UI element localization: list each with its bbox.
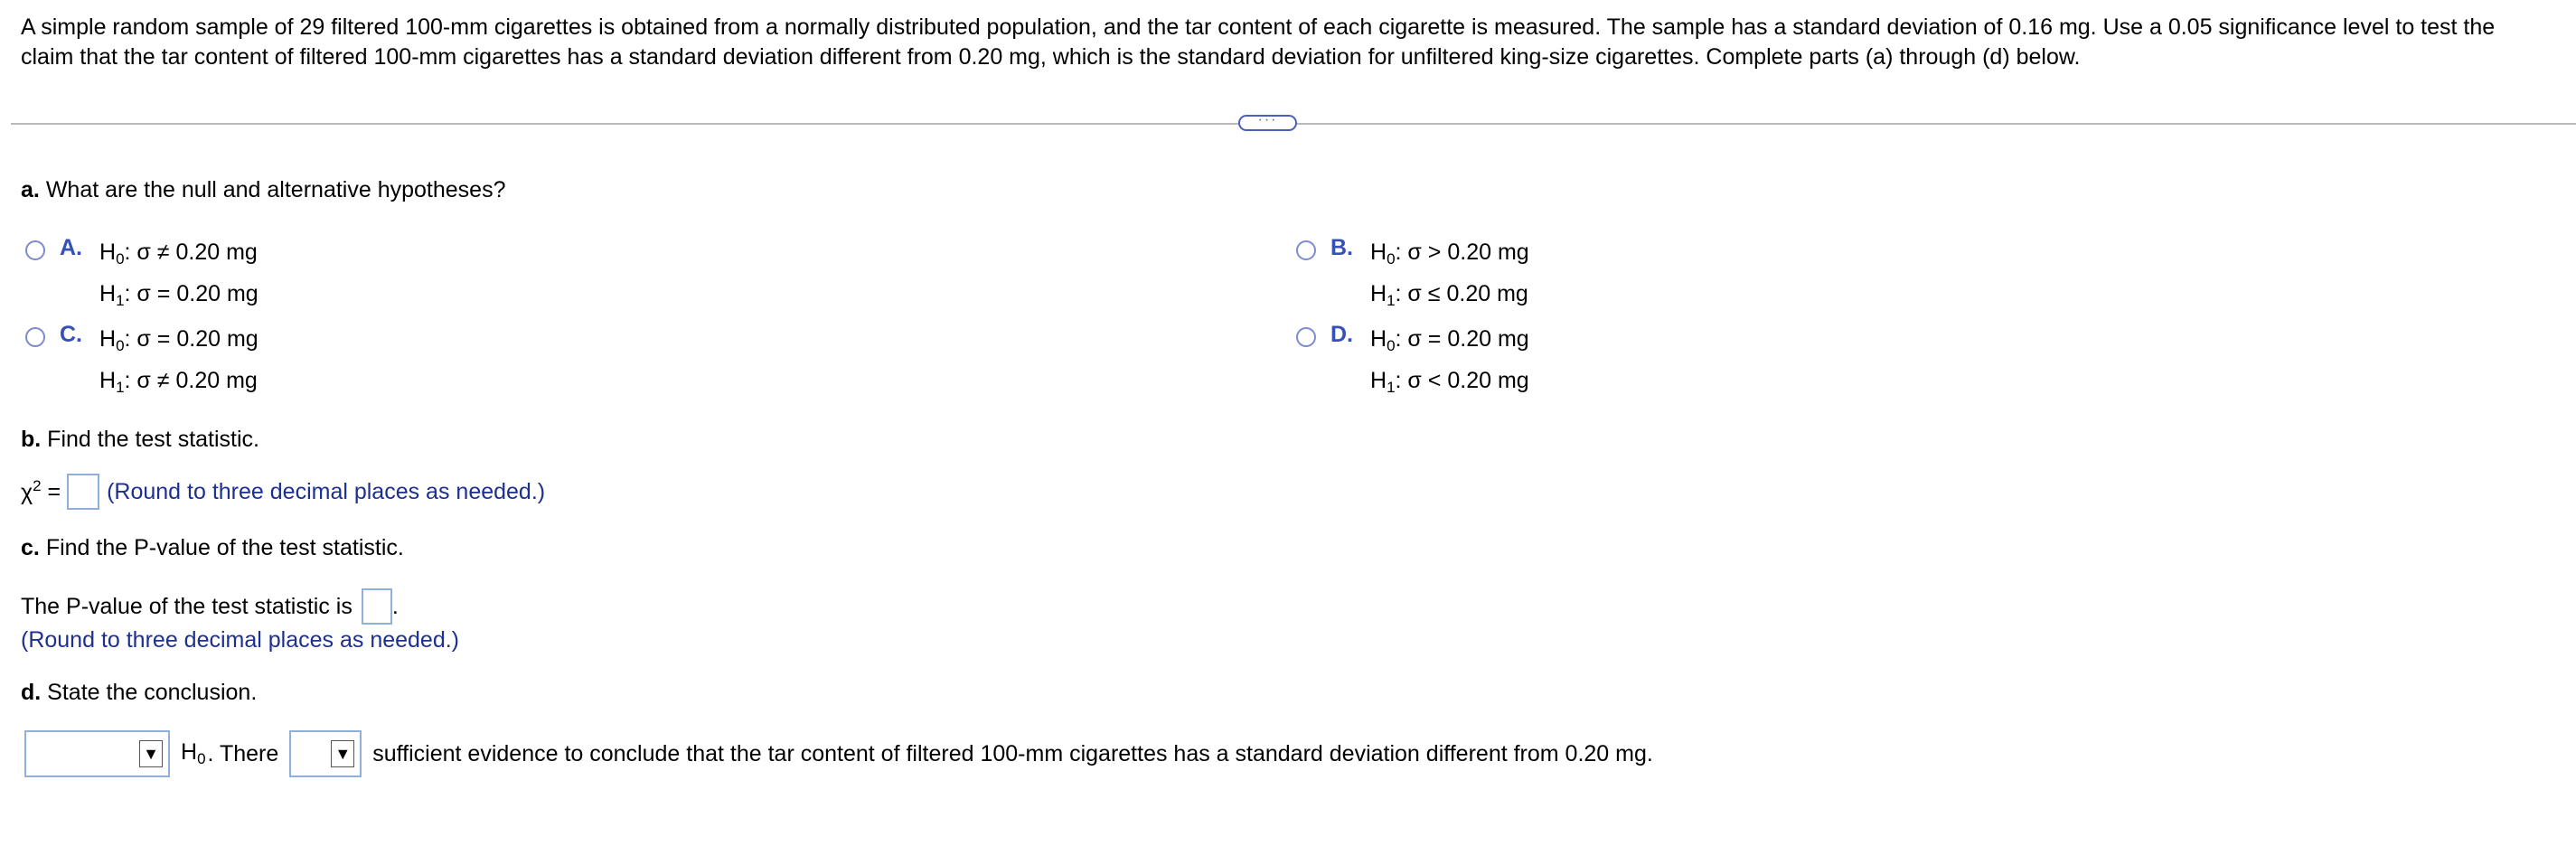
option-a[interactable] — [25, 235, 259, 318]
conclusion-there: . There — [207, 740, 279, 766]
option-c[interactable] — [25, 322, 259, 405]
test-statistic-hint: (Round to three decimal places as needed.) — [107, 478, 546, 504]
option-a-h0: $H_0$: σ ≠ 0.20 mg — [99, 240, 258, 268]
option-a-letter: A. — [60, 235, 82, 260]
option-d[interactable] — [1296, 322, 1529, 405]
option-d-h1: $H_1$: σ < 0.20 mg — [1370, 368, 1529, 396]
part-d-question — [21, 680, 257, 706]
option-c-h0: $H_0$: σ = 0.20 mg — [99, 326, 259, 354]
p-value-period: . — [391, 593, 399, 619]
option-c-h1: $H_1$: σ ≠ 0.20 mg — [99, 368, 258, 396]
part-b-question — [21, 427, 259, 453]
option-b-h0: $H_0$: σ > 0.20 mg — [1370, 240, 1529, 268]
option-a-h1: $H_1$: σ = 0.20 mg — [99, 281, 259, 309]
part-d-letter: d. — [21, 680, 42, 705]
part-b-letter: b. — [21, 427, 42, 452]
expand-more-button[interactable]: ··· — [1238, 115, 1297, 131]
test-statistic-row — [21, 474, 545, 510]
option-d-letter: D. — [1330, 322, 1353, 347]
p-value-input[interactable] — [362, 588, 392, 625]
triangle-down-icon[interactable]: ▼ — [139, 740, 163, 767]
chi-square-symbol: $\chi^2$ — [21, 477, 42, 505]
triangle-down-icon[interactable]: ▼ — [331, 740, 354, 767]
equals-sign: = — [41, 478, 68, 504]
p-value-sentence: The P-value of the test statistic is — [21, 593, 353, 619]
conclusion-tail: sufficient evidence to conclude that the tar content of filtered 100-mm cigarettes has a standard deviation different from 0.20 mg. — [372, 740, 1653, 766]
reject-decision-select[interactable] — [24, 730, 170, 777]
radio-circle-icon[interactable] — [25, 240, 45, 260]
radio-circle-icon[interactable] — [25, 327, 45, 347]
part-b-text: Find the test statistic. — [47, 427, 259, 452]
p-value-hint: (Round to three decimal places as needed.) — [21, 627, 460, 653]
radio-circle-icon[interactable] — [1296, 240, 1316, 260]
part-a-text: What are the null and alternative hypotheses? — [45, 177, 506, 202]
option-c-letter: C. — [60, 322, 82, 347]
conclusion-h0: $H_0$ — [181, 739, 206, 767]
option-b-letter: B. — [1330, 235, 1353, 260]
part-c-letter: c. — [21, 535, 40, 560]
problem-statement: A simple random sample of 29 filtered 100-mm cigarettes is obtained from a normally distributed population, and the tar content of each cigarette is measured. The sample has a standard deviation of 0.16 mg. Use a 0.05 significance level to test the claim that the tar content of filtered 100-mm cigarettes has a standard deviation different from 0.20 mg, which is the standard deviation for unfiltered king-size cigarettes. Complete parts (a) through (d) below. — [21, 14, 2496, 70]
evidence-select[interactable] — [289, 730, 362, 777]
part-a-letter: a. — [21, 177, 40, 202]
part-c-question — [21, 535, 404, 561]
test-statistic-input[interactable] — [67, 474, 99, 510]
part-d-text: State the conclusion. — [47, 680, 258, 705]
part-c-text: Find the P-value of the test statistic. — [45, 535, 404, 560]
option-d-h0: $H_0$: σ = 0.20 mg — [1370, 326, 1529, 354]
conclusion-row — [24, 730, 1653, 777]
part-a-question — [21, 177, 505, 203]
option-b[interactable] — [1296, 235, 1529, 318]
option-b-h1: $H_1$: σ ≤ 0.20 mg — [1370, 281, 1528, 309]
p-value-row — [21, 588, 399, 625]
radio-circle-icon[interactable] — [1296, 327, 1316, 347]
